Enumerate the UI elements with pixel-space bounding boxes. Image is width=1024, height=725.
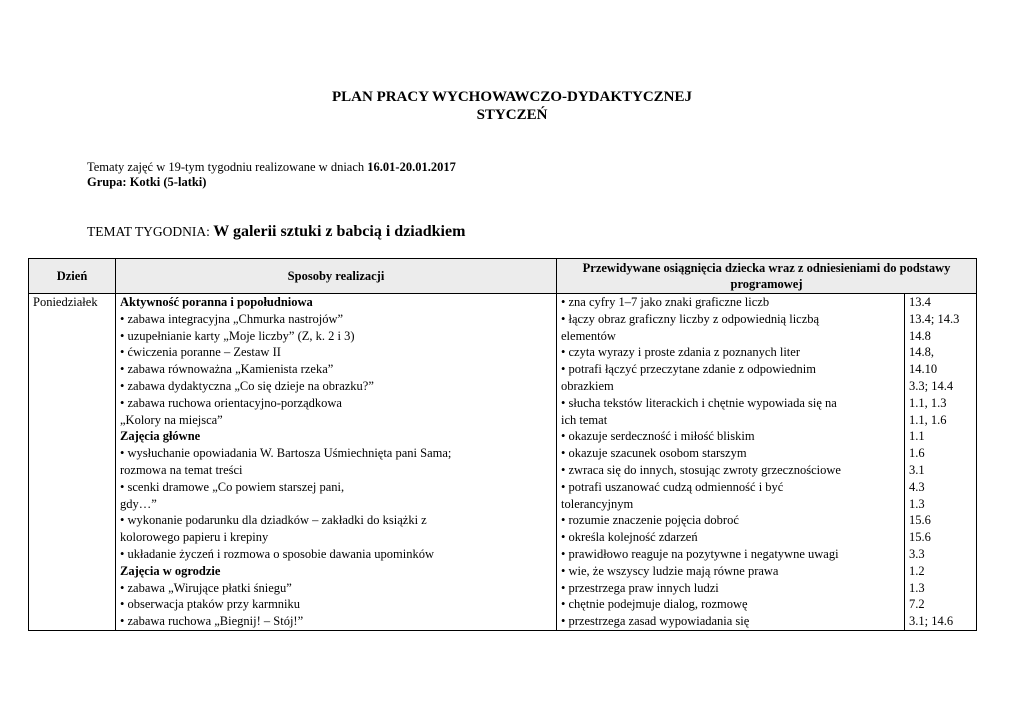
- curriculum-ref: 14.8,: [909, 345, 934, 360]
- outcome-item: • potrafi uszanować cudzą odmienność i być: [561, 479, 784, 494]
- methods-item: • obserwacja ptaków przy karmniku: [120, 597, 301, 612]
- outcome-item: • określa kolejność zdarzeń: [561, 530, 698, 545]
- group-info: Grupa: Kotki (5-latki): [87, 175, 207, 189]
- plan-title: PLAN PRACY WYCHOWAWCZO-DYDAKTYCZNEJ: [331, 89, 692, 105]
- methods-section-heading: Zajęcia główne: [120, 429, 201, 444]
- outcome-item: • słucha tekstów literackich i chętnie wypowiada się na: [561, 395, 837, 410]
- outcome-item: • czyta wyrazy i proste zdania z poznanych liter: [561, 345, 800, 360]
- methods-section-heading: Aktywność poranna i popołudniowa: [120, 295, 313, 309]
- outcome-item: obrazkiem: [561, 378, 614, 393]
- table-header-row: [29, 259, 977, 294]
- day-cell: Poniedziałek: [29, 294, 116, 631]
- methods-item: • zabawa integracyjna „Chmurka nastrojów”: [120, 311, 344, 326]
- curriculum-ref: 14.10: [909, 362, 938, 377]
- week-info-prefix: Tematy zajęć w 19-tym tygodniu realizowane w dniach: [87, 160, 368, 174]
- curriculum-ref: 1.1: [909, 429, 925, 444]
- outcome-item: • okazuje serdeczność i miłość bliskim: [561, 429, 755, 444]
- methods-item: kolorowego papieru i krepiny: [120, 530, 269, 545]
- week-theme: [87, 222, 465, 242]
- outcome-item: • przestrzega zasad wypowiadania się: [561, 614, 750, 629]
- plan-month: STYCZEŃ: [476, 107, 548, 123]
- outcome-item: • chętnie podejmuje dialog, rozmowę: [561, 597, 748, 612]
- outcome-item: • potrafi łączyć przeczytane zdanie z odpowiednim: [561, 362, 816, 377]
- week-dates: 16.01-20.01.2017: [367, 160, 456, 174]
- curriculum-ref: 1.6: [909, 446, 925, 461]
- methods-item: • wysłuchanie opowiadania W. Bartosza Uśmiechnięta pani Sama;: [120, 446, 452, 461]
- curriculum-ref: 4.3: [909, 479, 925, 494]
- outcome-item: • rozumie znaczenie pojęcia dobroć: [561, 513, 739, 528]
- methods-item: „Kolory na miejsca”: [120, 412, 223, 427]
- outcome-item: • przestrzega praw innych ludzi: [561, 580, 719, 595]
- header-day: Dzień: [29, 259, 116, 294]
- header-methods: Sposoby realizacji: [116, 259, 557, 294]
- plan-table: [28, 258, 977, 631]
- methods-item: gdy…”: [120, 496, 157, 511]
- methods-item: • zabawa dydaktyczna „Co się dzieje na obrazku?”: [120, 378, 374, 393]
- curriculum-ref: 3.1: [909, 462, 925, 477]
- outcome-item: • zwraca się do innych, stosując zwroty grzecznościowe: [561, 462, 841, 477]
- curriculum-ref: 15.6: [909, 513, 931, 528]
- methods-cell: [116, 294, 557, 631]
- methods-item: • scenki dramowe „Co powiem starszej pani,: [120, 479, 345, 494]
- methods-item: • uzupełnianie karty „Moje liczby” (Z, k. 2 i 3): [120, 328, 355, 343]
- curriculum-ref: 14.8: [909, 328, 931, 343]
- curriculum-ref: 1.3: [909, 496, 925, 511]
- outcome-item: elementów: [561, 328, 616, 343]
- header-outcomes: Przewidywane osiągnięcia dziecka wraz z odniesieniami do podstawy programowej: [557, 259, 977, 294]
- methods-item: • zabawa ruchowa „Biegnij! – Stój!”: [120, 614, 304, 629]
- table-row: [29, 294, 977, 631]
- outcome-item: tolerancyjnym: [561, 496, 634, 511]
- methods-item: • zabawa równoważna „Kamienista rzeka”: [120, 362, 334, 377]
- curriculum-ref: 3.1; 14.6: [909, 614, 954, 629]
- curriculum-ref: 1.3: [909, 580, 925, 595]
- week-theme-label: TEMAT TYGODNIA:: [87, 224, 214, 239]
- outcome-item: • prawidłowo reaguje na pozytywne i negatywne uwagi: [561, 546, 839, 561]
- curriculum-ref: 1.2: [909, 563, 925, 578]
- outcome-item: • łączy obraz graficzny liczby z odpowiednią liczbą: [561, 311, 820, 326]
- outcome-item: • okazuje szacunek osobom starszym: [561, 446, 747, 461]
- curriculum-ref: 1.1, 1.6: [909, 412, 947, 427]
- methods-section-heading: Zajęcia w ogrodzie: [120, 563, 221, 578]
- curriculum-ref: 13.4; 14.3: [909, 311, 960, 326]
- curriculum-ref: 13.4: [909, 295, 931, 309]
- curriculum-ref: 7.2: [909, 597, 925, 612]
- week-info: [87, 160, 456, 175]
- outcome-item: • wie, że wszyscy ludzie mają równe prawa: [561, 563, 779, 578]
- curriculum-ref: 15.6: [909, 530, 931, 545]
- outcome-item: • zna cyfry 1–7 jako znaki graficzne liczb: [561, 295, 770, 309]
- curriculum-ref: 1.1, 1.3: [909, 395, 947, 410]
- methods-item: • zabawa „Wirujące płatki śniegu”: [120, 580, 292, 595]
- refs-cell: [905, 294, 977, 631]
- methods-item: • wykonanie podarunku dla dziadków – zakładki do książki z: [120, 513, 427, 528]
- outcome-item: ich temat: [561, 412, 608, 427]
- methods-item: • układanie życzeń i rozmowa o sposobie dawania upominków: [120, 546, 435, 561]
- methods-item: • ćwiczenia poranne – Zestaw II: [120, 345, 281, 360]
- curriculum-ref: 3.3; 14.4: [909, 378, 954, 393]
- methods-item: rozmowa na temat treści: [120, 462, 243, 477]
- methods-item: • zabawa ruchowa orientacyjno-porządkowa: [120, 395, 342, 410]
- curriculum-ref: 3.3: [909, 546, 925, 561]
- outcomes-cell: [557, 294, 905, 631]
- week-theme-value: W galerii sztuki z babcią i dziadkiem: [213, 223, 466, 240]
